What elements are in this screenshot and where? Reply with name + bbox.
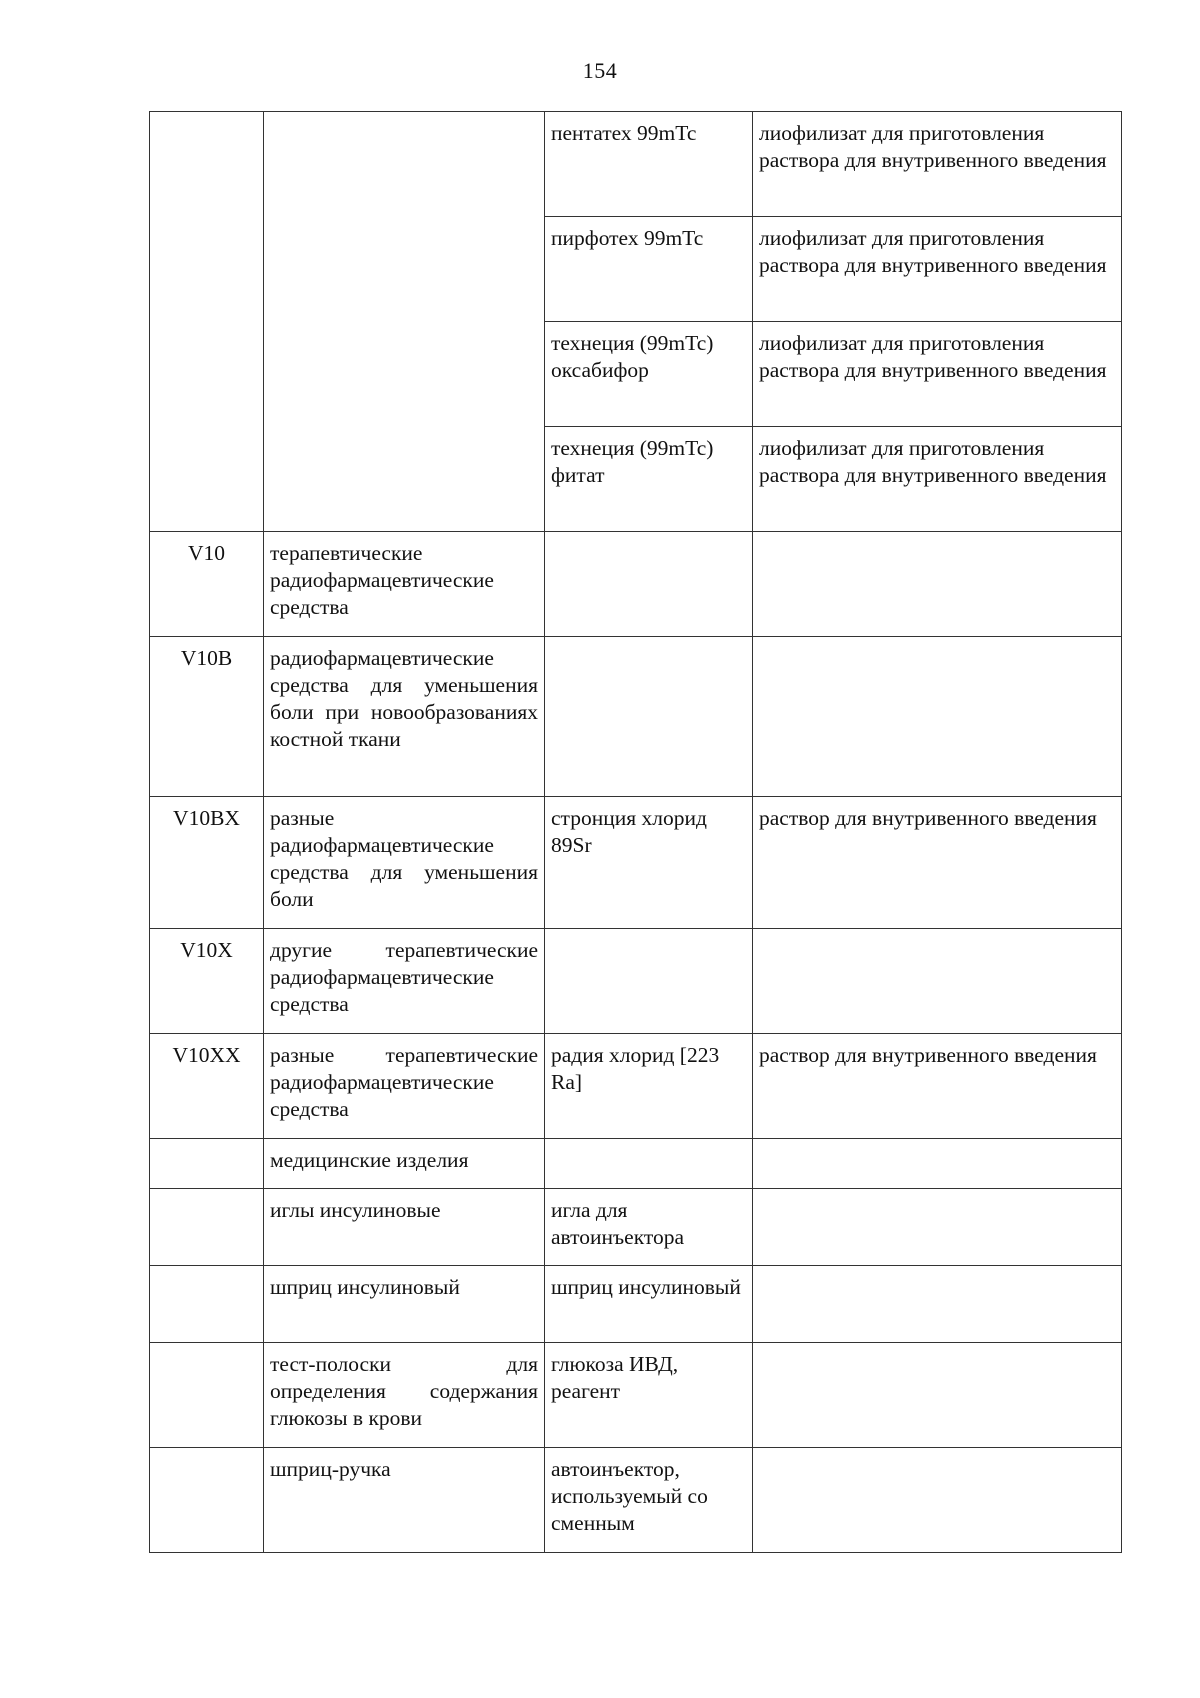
group-name-cell: другие терапевтические радиофармацевтические средства xyxy=(264,929,545,1034)
table-row xyxy=(150,637,1122,797)
dosage-form-cell: лиофилизат для приготовления раствора для внутривенного введения xyxy=(753,322,1122,427)
atc-code-cell xyxy=(150,1343,264,1448)
table-row xyxy=(150,797,1122,929)
table-row xyxy=(150,112,1122,217)
dosage-form-cell: раствор для внутривенного введения xyxy=(753,797,1122,929)
group-name-cell: радиофармацевтические средства для уменьшения боли при новообразованиях костной ткани xyxy=(264,637,545,797)
dosage-form-cell: лиофилизат для приготовления раствора для внутривенного введения xyxy=(753,112,1122,217)
drug-name-cell: радия хлорид [223 Ra] xyxy=(545,1034,753,1139)
drug-name-cell: шприц инсулиновый xyxy=(545,1266,753,1343)
atc-code-cell: V10X xyxy=(150,929,264,1034)
page-number: 154 xyxy=(582,58,618,83)
group-name-cell xyxy=(264,112,545,532)
drug-name-cell: пирфотех 99mTc xyxy=(545,217,753,322)
group-name-cell: разные радиофармацевтические средства для уменьшения боли xyxy=(264,797,545,929)
dosage-form-cell xyxy=(753,929,1122,1034)
drug-name-cell: технеция (99mTc) оксабифор xyxy=(545,322,753,427)
group-name-cell: медицинские изделия xyxy=(264,1139,545,1189)
drug-name-cell xyxy=(545,532,753,637)
dosage-form-cell xyxy=(753,1448,1122,1553)
dosage-form-cell xyxy=(753,532,1122,637)
table-row xyxy=(150,929,1122,1034)
group-name-cell: тест-полоски для определения содержания глюкозы в крови xyxy=(264,1343,545,1448)
drug-name-cell xyxy=(545,929,753,1034)
group-name-cell: иглы инсулиновые xyxy=(264,1189,545,1266)
drug-name-cell xyxy=(545,1139,753,1189)
drug-name-cell: пентатех 99mTc xyxy=(545,112,753,217)
drug-name-cell xyxy=(545,637,753,797)
dosage-form-cell: лиофилизат для приготовления раствора для внутривенного введения xyxy=(753,427,1122,532)
dosage-form-cell: раствор для внутривенного введения xyxy=(753,1034,1122,1139)
group-name-cell: терапевтические радиофармацевтические средства xyxy=(264,532,545,637)
atc-code-cell: V10BX xyxy=(150,797,264,929)
table-row xyxy=(150,1139,1122,1189)
dosage-form-cell xyxy=(753,1139,1122,1189)
dosage-form-cell xyxy=(753,1266,1122,1343)
dosage-form-cell xyxy=(753,1189,1122,1266)
drug-table xyxy=(149,111,1122,1553)
group-name-cell: шприц инсулиновый xyxy=(264,1266,545,1343)
atc-code-cell: V10B xyxy=(150,637,264,797)
atc-code-cell xyxy=(150,112,264,532)
dosage-form-cell: лиофилизат для приготовления раствора для внутривенного введения xyxy=(753,217,1122,322)
drug-name-cell: глюкоза ИВД, реагент xyxy=(545,1343,753,1448)
atc-code-cell xyxy=(150,1448,264,1553)
atc-code-cell xyxy=(150,1139,264,1189)
atc-code-cell: V10 xyxy=(150,532,264,637)
drug-name-cell: автоинъектор, используемый со сменным xyxy=(545,1448,753,1553)
group-name-cell: разные терапевтические радиофармацевтические средства xyxy=(264,1034,545,1139)
drug-name-cell: технеция (99mTc) фитат xyxy=(545,427,753,532)
table-row xyxy=(150,1343,1122,1448)
table-row xyxy=(150,1189,1122,1266)
atc-code-cell xyxy=(150,1189,264,1266)
drug-name-cell: стронция хлорид 89Sr xyxy=(545,797,753,929)
group-name-cell: шприц-ручка xyxy=(264,1448,545,1553)
atc-code-cell: V10XX xyxy=(150,1034,264,1139)
table-row xyxy=(150,1266,1122,1343)
drug-name-cell: игла для автоинъектора xyxy=(545,1189,753,1266)
dosage-form-cell xyxy=(753,1343,1122,1448)
atc-code-cell xyxy=(150,1266,264,1343)
dosage-form-cell xyxy=(753,637,1122,797)
table-row xyxy=(150,1448,1122,1553)
table-row xyxy=(150,1034,1122,1139)
table-row xyxy=(150,532,1122,637)
